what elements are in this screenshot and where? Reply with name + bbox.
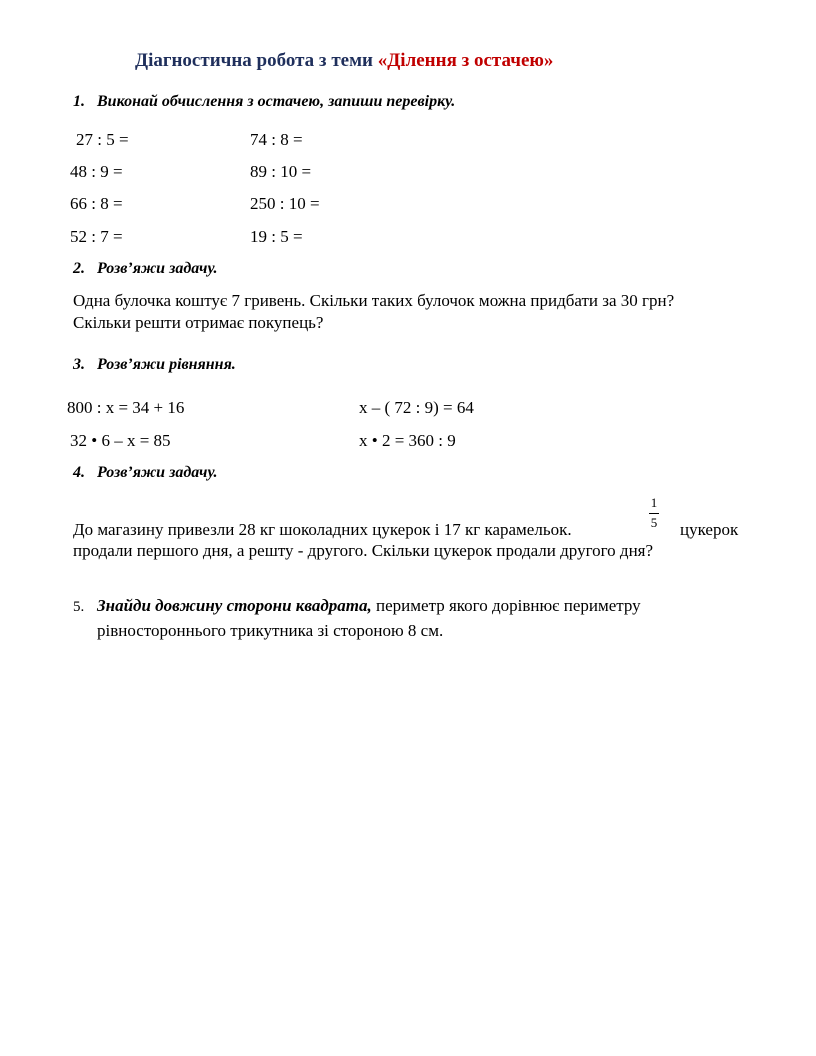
task4-text-line1: До магазину привезли 28 кг шоколадних цукерок і 17 кг карамельок.	[73, 520, 572, 539]
task4-text-line2: продали першого дня, а решту - другого. Скільки цукерок продали другого дня?	[73, 541, 654, 560]
fraction-one-fifth	[649, 495, 659, 531]
task3-heading	[73, 356, 236, 374]
task4-text-line1-end: цукерок	[680, 520, 739, 539]
task1-expr-right-1: 74 : 8 =	[250, 130, 303, 149]
task2-text-line2: Скільки решти отримає покупець?	[73, 313, 324, 332]
task1-expr-left-2: 48 : 9 =	[70, 162, 123, 181]
task2-text-line1: Одна булочка коштує 7 гривень. Скільки таких булочок можна придбати за 30 грн?	[73, 291, 675, 310]
task1-expr-right-4: 19 : 5 =	[250, 227, 303, 246]
task3-equation-left-1: 800 : х = 34 + 16	[67, 398, 185, 417]
task4-number: 4.	[73, 464, 85, 481]
task4-heading-text: Розв’яжи задачу.	[97, 464, 218, 481]
task4-heading	[73, 464, 218, 482]
task3-equation-right-1: х – ( 72 : 9) = 64	[359, 398, 474, 417]
task5-text-line2: рівностороннього трикутника зі стороною 8 см.	[97, 621, 444, 640]
task1-expr-right-2: 89 : 10 =	[250, 162, 312, 181]
task1-expr-left-3: 66 : 8 =	[70, 194, 123, 213]
task1-heading-text: Виконай обчислення з остачею, запиши перевірку.	[97, 93, 456, 110]
task3-heading-text: Розв’яжи рівняння.	[97, 356, 236, 373]
task1-expr-left-4: 52 : 7 =	[70, 227, 123, 246]
worksheet-title	[135, 50, 553, 72]
task5-text-line1	[73, 596, 641, 616]
task3-number: 3.	[73, 356, 85, 373]
title-topic: «Ділення з остачею»	[377, 50, 554, 71]
task1-expr-right-3: 250 : 10 =	[250, 194, 320, 213]
fraction-denominator: 5	[650, 515, 658, 530]
task5-bold-text: Знайди довжину сторони квадрата,	[97, 596, 372, 615]
fraction-numerator: 1	[650, 495, 658, 510]
title-prefix: Діагностична робота з теми	[135, 50, 378, 71]
task3-equation-left-2: 32 • 6 – х = 85	[70, 431, 171, 450]
task1-expr-left-1: 27 : 5 =	[76, 130, 129, 149]
task1-heading	[73, 93, 455, 111]
task2-number: 2.	[73, 260, 85, 277]
task1-number: 1.	[73, 93, 85, 110]
task3-equation-right-2: х • 2 = 360 : 9	[359, 431, 456, 450]
task2-heading-text: Розв’яжи задачу.	[97, 260, 218, 277]
task5-rest-text: периметр якого дорівнює периметру	[371, 596, 641, 615]
task5-number: 5.	[73, 599, 85, 615]
task2-heading	[73, 260, 218, 278]
fraction-bar	[649, 513, 659, 514]
